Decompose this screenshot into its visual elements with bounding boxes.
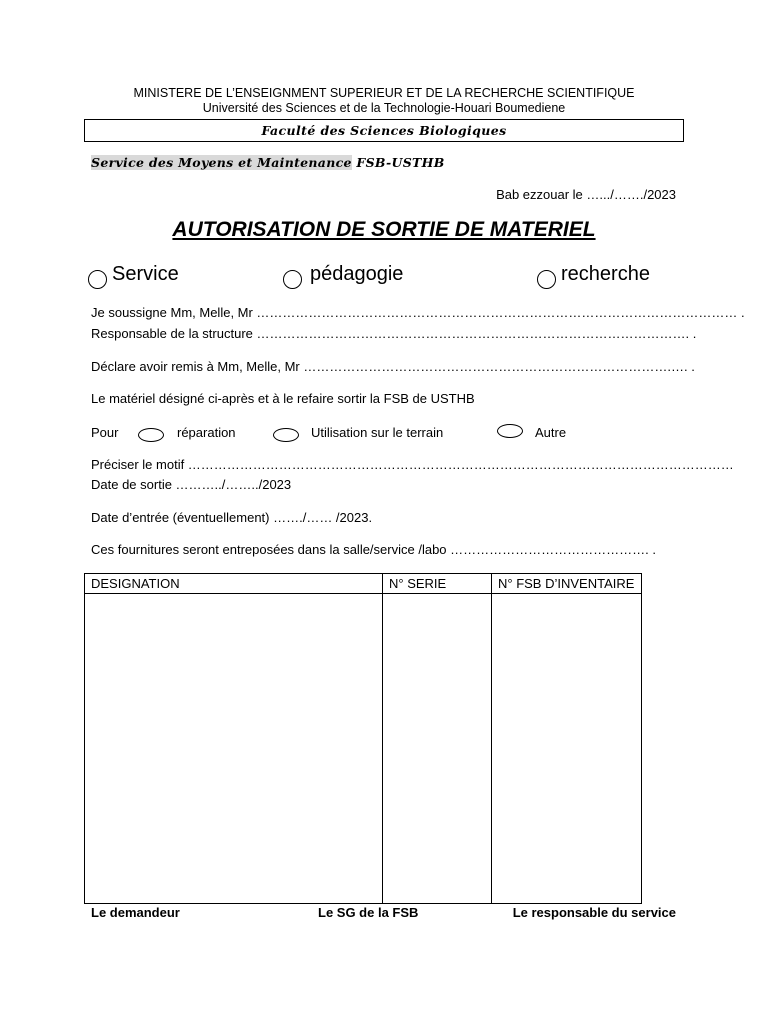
declare-field[interactable]: Déclare avoir remis à Mm, Melle, Mr ………………………………………………………………………….…. . (91, 359, 695, 374)
faculty-name: Faculté des Sciences Biologiques (84, 119, 684, 142)
signature-responsable: Le responsable du service (512, 905, 676, 920)
designation-cell[interactable] (85, 594, 383, 904)
reparation-label: réparation (177, 425, 236, 440)
soussigne-field[interactable]: Je soussigne Mm, Melle, Mr ………………………………………………………………………………………………… . (91, 305, 745, 320)
serie-header: N° SERIE (383, 574, 492, 594)
terrain-label: Utilisation sur le terrain (311, 425, 444, 440)
header-block (0, 86, 768, 116)
materiel-statement: Le matériel désigné ci-après et à le refaire sortir la FSB de USTHB (91, 391, 475, 406)
responsable-field[interactable]: Responsable de la structure ………………………………………………………………………………………. . (91, 326, 697, 341)
table-header-row (85, 574, 642, 594)
service-radio[interactable] (88, 270, 107, 289)
pour-label: Pour (91, 425, 119, 440)
signature-sg: Le SG de la FSB (318, 905, 419, 920)
pedagogie-label: pédagogie (310, 263, 404, 285)
motif-field[interactable]: Préciser le motif ……………………………………………………………………………………………………………… (91, 457, 734, 472)
pedagogie-radio[interactable] (283, 270, 302, 289)
items-table (84, 573, 642, 904)
inventaire-header: N° FSB D’INVENTAIRE (492, 574, 642, 594)
university-name: Université des Sciences et de la Technologie-Houari Boumediene (202, 101, 566, 115)
date-sortie-field[interactable]: Date de sortie ………../……../2023 (91, 477, 292, 492)
designation-header: DESIGNATION (85, 574, 383, 594)
inventaire-cell[interactable] (492, 594, 642, 904)
service-suffix: FSB-USTHB (351, 155, 445, 170)
table-row (85, 594, 642, 904)
recherche-label: recherche (561, 263, 650, 285)
recherche-radio[interactable] (537, 270, 556, 289)
service-name: Service des Moyens et Maintenance (91, 155, 352, 170)
fournitures-field[interactable]: Ces fournitures seront entreposées dans la salle/service /labo ………………………………………. . (91, 542, 656, 557)
serie-cell[interactable] (383, 594, 492, 904)
autre-label: Autre (535, 425, 567, 440)
ministry-name: MINISTERE DE L’ENSEIGNMENT SUPERIEUR ET DE LA RECHERCHE SCIENTIFIQUE (133, 86, 635, 100)
service-label: Service (112, 263, 179, 285)
terrain-radio[interactable] (273, 428, 299, 442)
page-title: AUTORISATION DE SORTIE DE MATERIEL (172, 218, 596, 241)
autre-radio[interactable] (497, 424, 523, 438)
service-line (91, 155, 445, 170)
date-entree-field[interactable]: Date d’entrée (éventuellement) ……./…… /2023. (91, 510, 373, 525)
date-line: Bab ezzouar le ….../……./2023 (496, 187, 676, 202)
reparation-radio[interactable] (138, 428, 164, 442)
signature-demandeur: Le demandeur (91, 905, 180, 920)
